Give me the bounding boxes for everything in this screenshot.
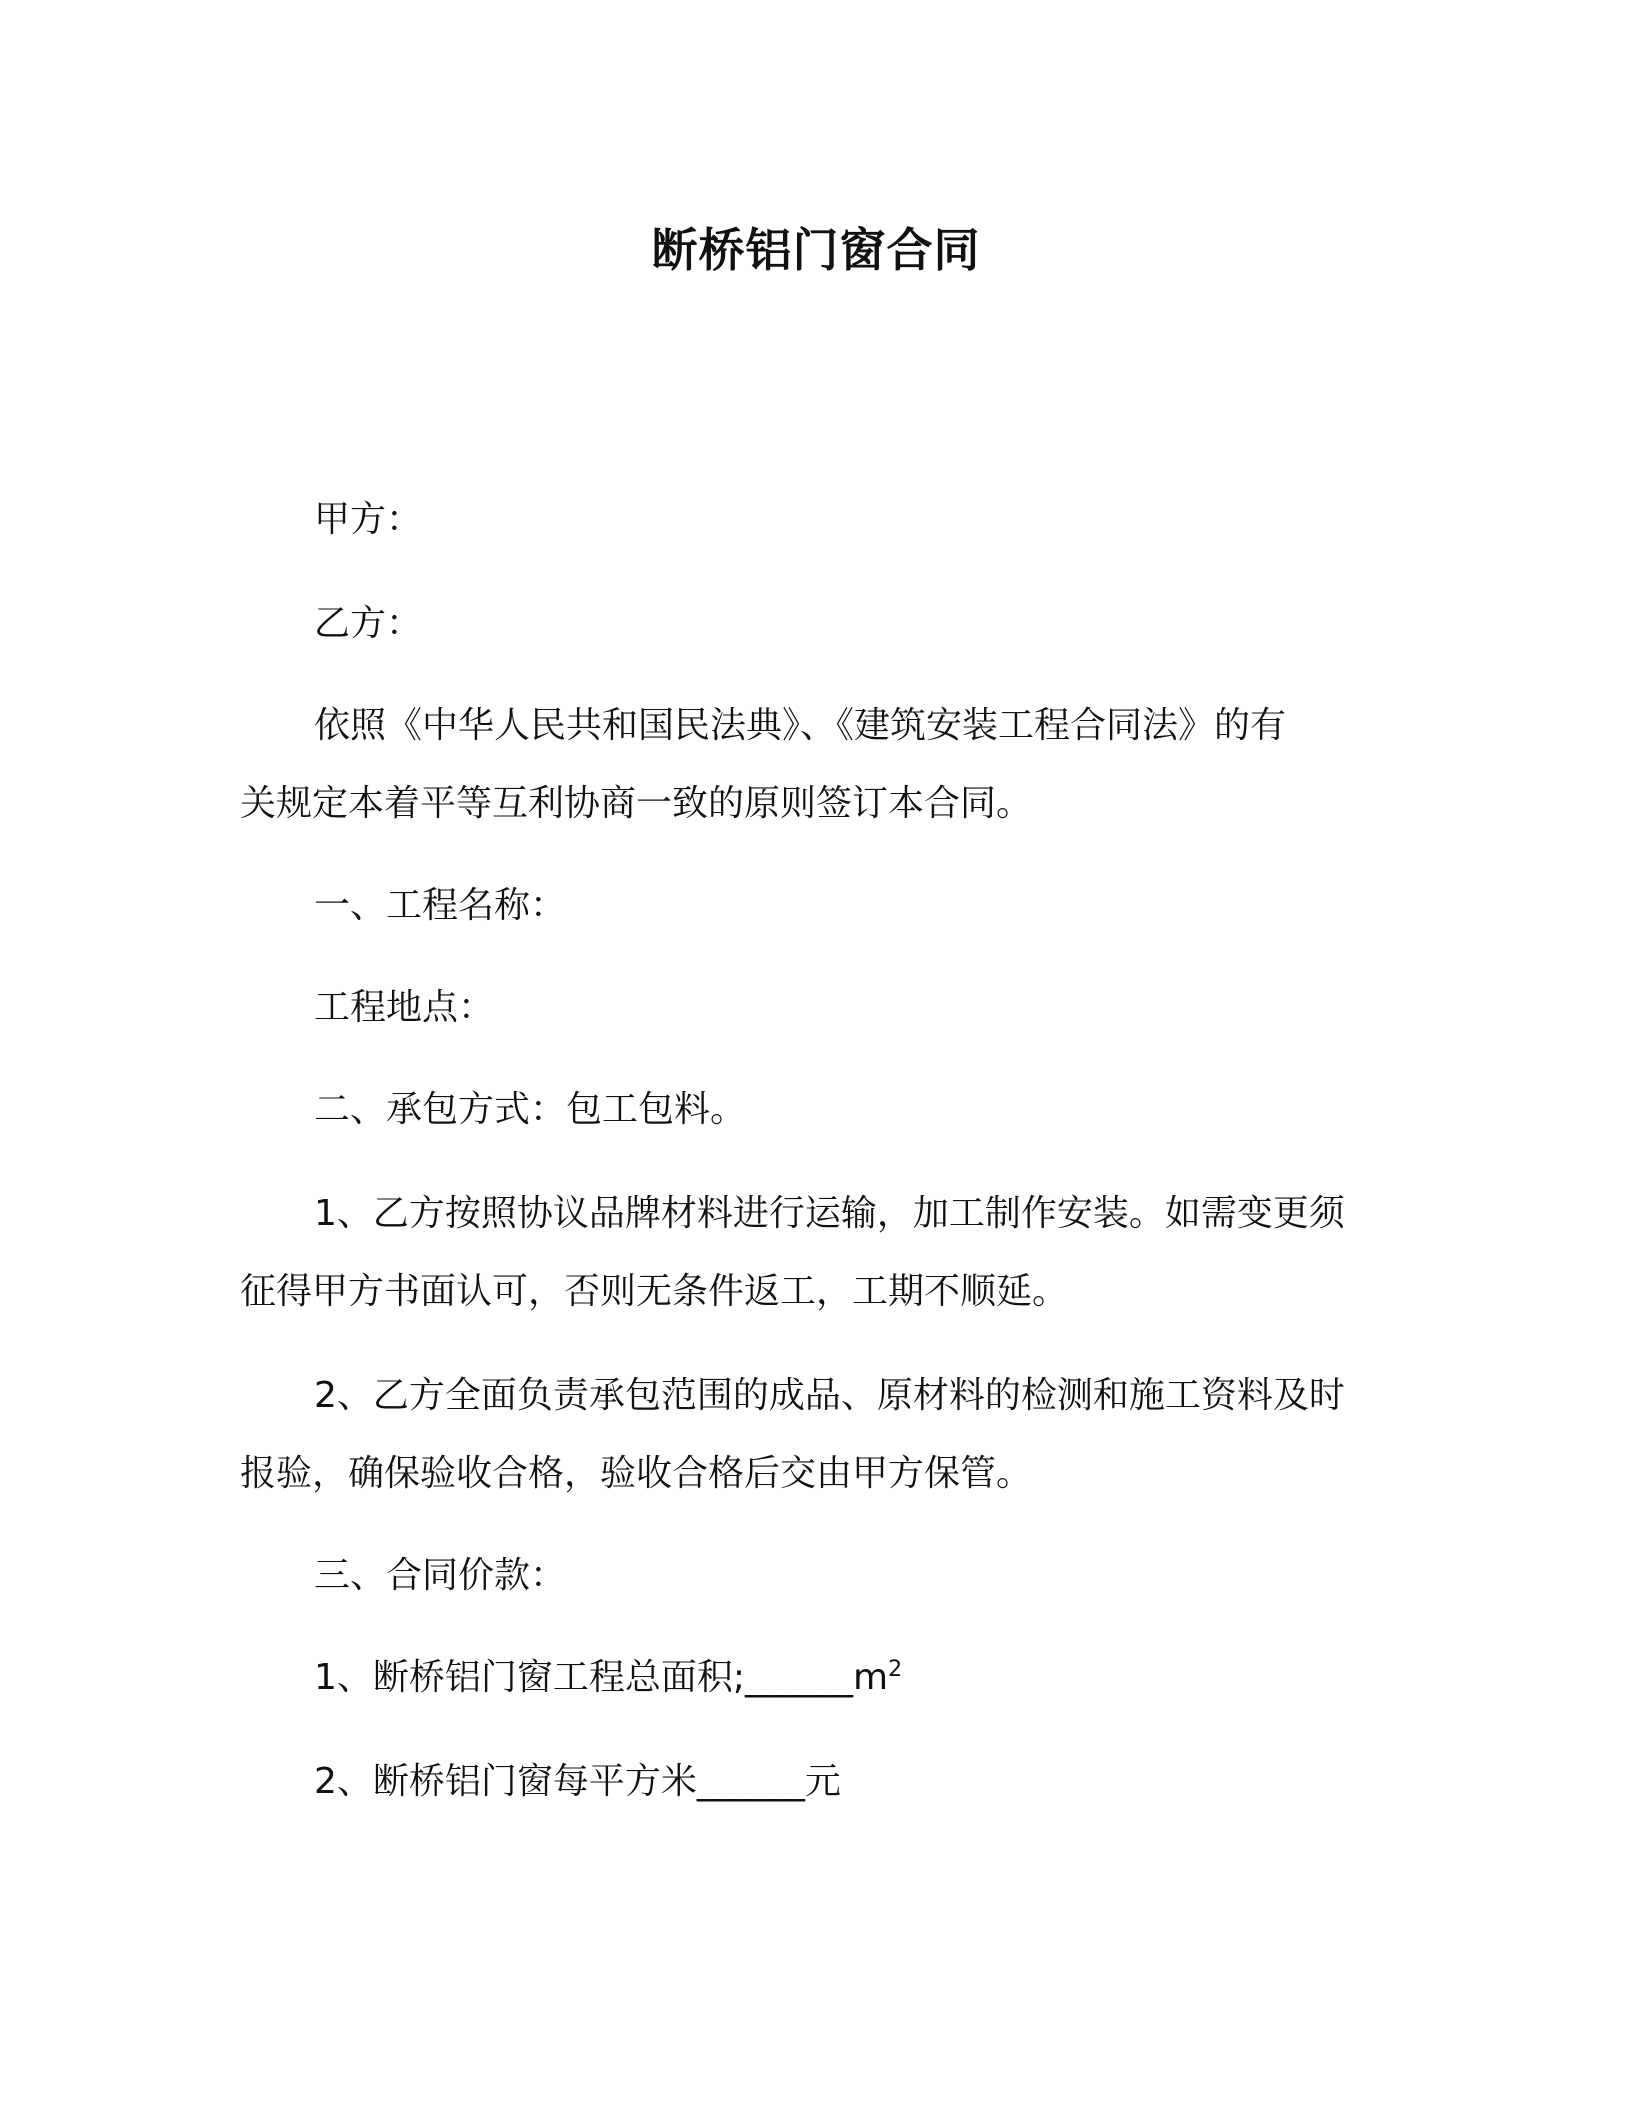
item-3-2: 2、断桥铝门窗每平方米______元 [314,1761,841,1802]
item-2-2-line-2: 报验，确保验收合格，验收合格后交由甲方保管。 [240,1453,1033,1494]
item-2-1-line-1: 1、乙方按照协议品牌材料进行运输，加工制作安装。如需变更须 [314,1193,1345,1234]
document-title: 断桥铝门窗合同 [651,223,981,277]
section-1-heading: 一、工程名称： [314,885,567,926]
preamble-line-2: 关规定本着平等互利协商一致的原则签订本合同。 [240,783,1033,824]
section-2-heading: 二、承包方式：包工包料。 [314,1089,747,1130]
square-meter-superscript: 2 [888,1657,903,1682]
party-a-label: 甲方： [314,499,423,540]
section-3-heading: 三、合同价款： [314,1555,567,1596]
preamble-line-1: 依照《中华人民共和国民法典》、《建筑安装工程合同法》的有 [314,705,1287,746]
item-3-1-text: 1、断桥铝门窗工程总面积;______m [314,1657,889,1698]
party-b-label: 乙方： [314,603,423,644]
project-location-label: 工程地点： [314,987,495,1028]
item-2-1-line-2: 征得甲方书面认可，否则无条件返工，工期不顺延。 [240,1271,1069,1312]
item-3-1 [314,1654,902,1702]
item-2-2-line-1: 2、乙方全面负责承包范围的成品、原材料的检测和施工资料及时 [314,1375,1345,1416]
